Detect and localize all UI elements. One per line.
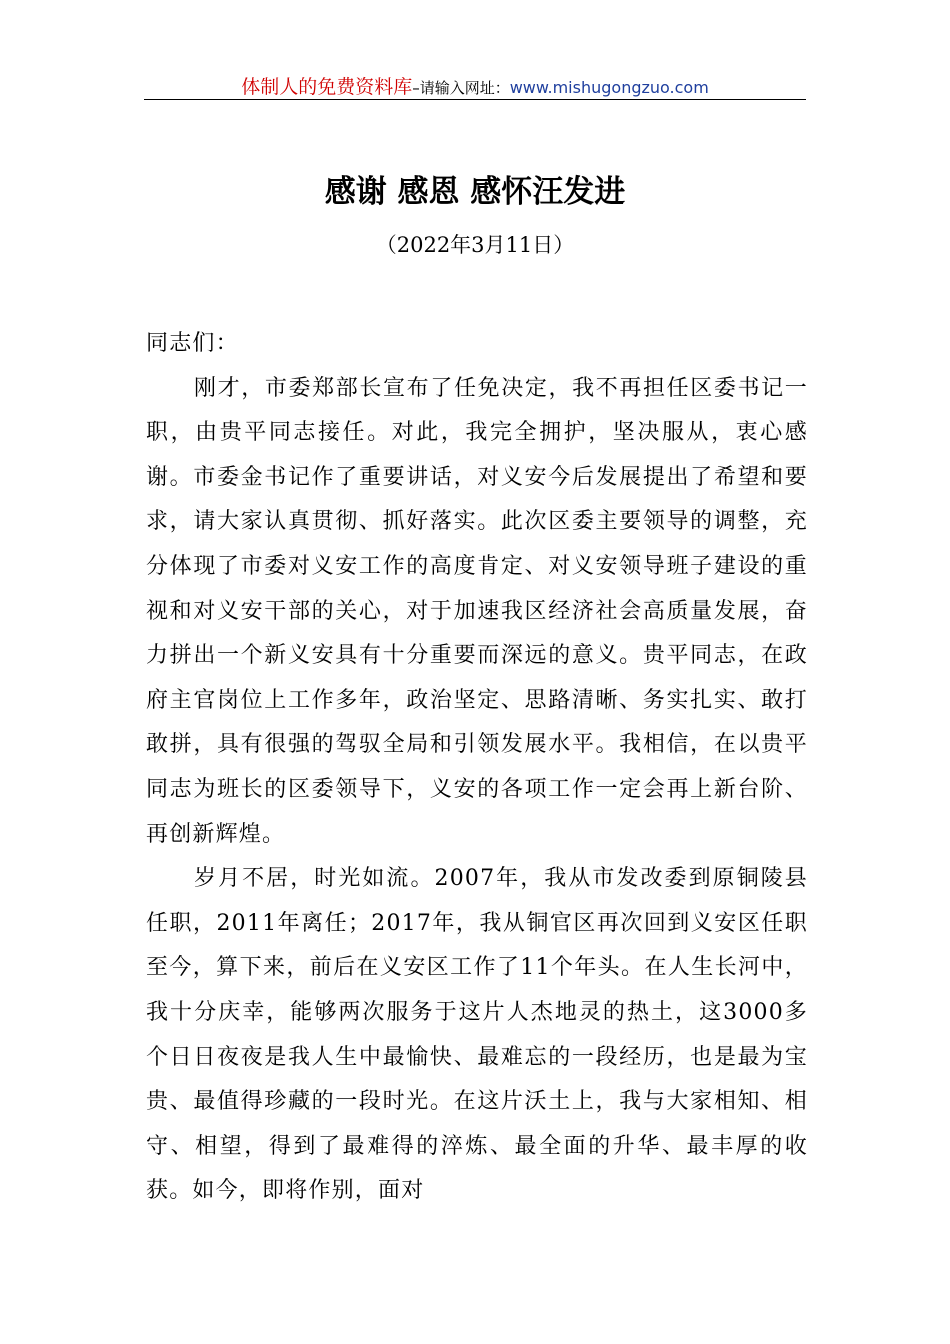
url-prompt: –请输入网址： — [412, 79, 510, 97]
salutation: 同志们： — [146, 331, 239, 356]
site-brand: 体制人的免费资料库 — [241, 76, 413, 98]
body-paragraph: 岁月不居，时光如流。2007年，我从市发改委到原铜陵县任职，2011年离任；2017年，我从铜官区再次回到义安区任职至今，算下来，前后在义安区工作了11个年头。在人生长河中，我十分庆幸，能够两次服务于这片人杰地灵的热土，这3000多个日日夜夜是我人生中最愉快、最难忘的一段经历，也是最为宝贵、最值得珍藏的一段时光。在这片沃土上，我与大家相知、相守、相望，得到了最难得的淬炼、最全面的升华、最丰厚的收获。如今，即将作别，面对 — [146, 866, 808, 1204]
document-title: 感谢 感恩 感怀汪发进 — [324, 174, 626, 210]
document-body — [146, 322, 808, 1214]
site-url-link[interactable]: www.mishugongzuo.com — [509, 78, 709, 97]
document-date: （2022年3月11日） — [375, 233, 575, 257]
header-divider — [144, 99, 806, 100]
site-header — [144, 72, 806, 98]
body-paragraph: 刚才，市委郑部长宣布了任免决定，我不再担任区委书记一职，由贵平同志接任。对此，我完全拥护，坚决服从，衷心感谢。市委金书记作了重要讲话，对义安今后发展提出了希望和要求，请大家认真贯彻、抓好落实。此次区委主要领导的调整，充分体现了市委对义安工作的高度肯定、对义安领导班子建设的重视和对义安干部的关心，对于加速我区经济社会高质量发展，奋力拼出一个新义安具有十分重要而深远的意义。贵平同志，在政府主官岗位上工作多年，政治坚定、思路清晰、务实扎实、敢打敢拼，具有很强的驾驭全局和引领发展水平。我相信，在以贵平同志为班长的区委领导下，义安的各项工作一定会再上新台阶、再创新辉煌。 — [146, 375, 808, 847]
